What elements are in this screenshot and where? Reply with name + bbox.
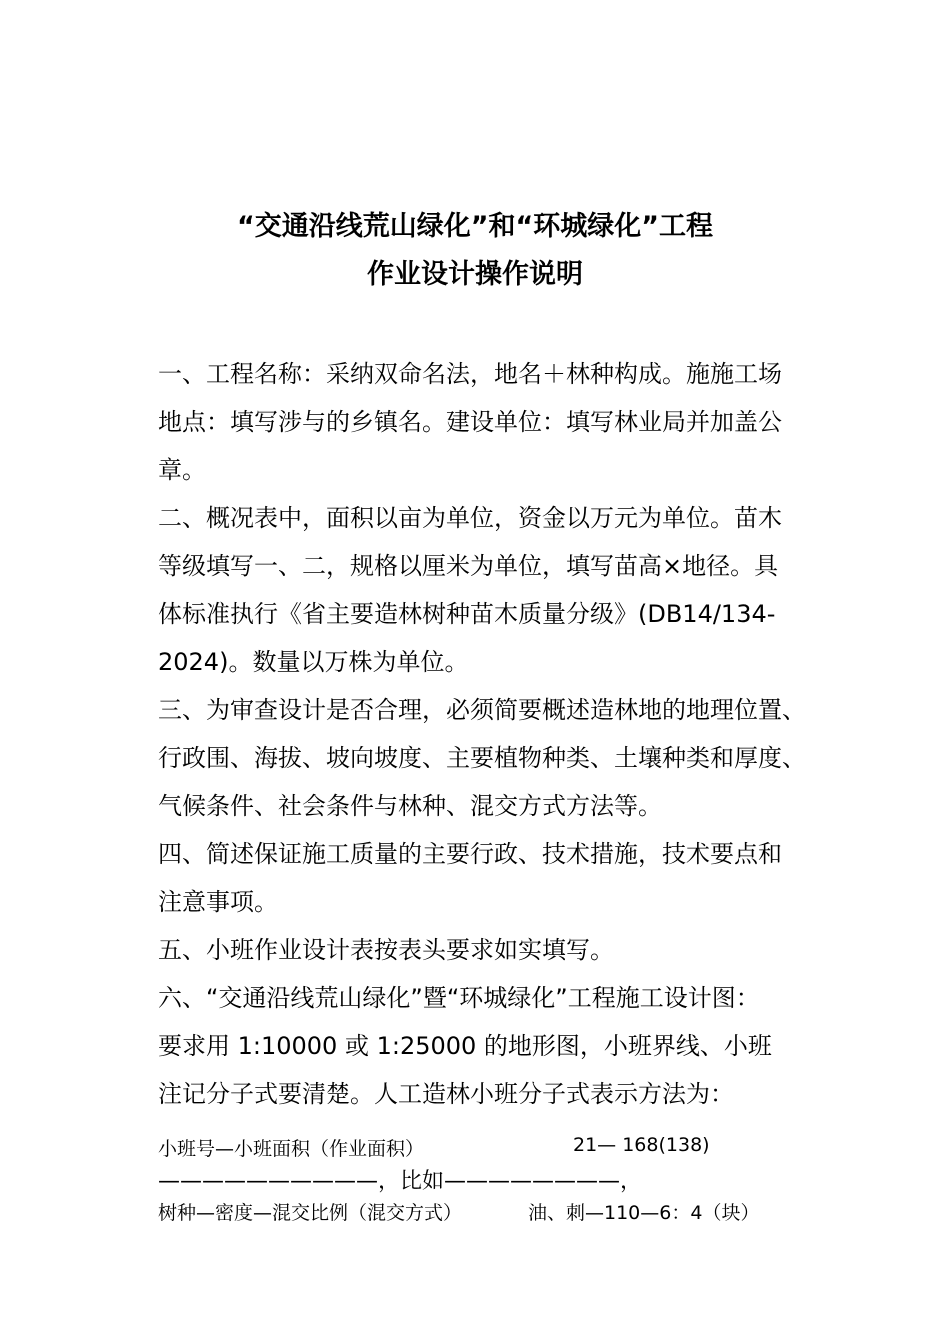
paragraph-line: 地点：填写涉与的乡镇名。建设单位：填写林业局并加盖公 (158, 408, 782, 436)
formula-numerator-row (158, 1134, 878, 1161)
paragraph-4 (158, 830, 858, 926)
paragraph-line: 行政围、海拔、坡向坡度、主要植物种类、土壤种类和厚度、 (158, 744, 806, 772)
paragraph-2 (158, 494, 858, 686)
paragraph-line: 体标准执行《省主要造林树种苗木质量分级》(DB14/134- (158, 600, 776, 628)
paragraph-line: 三、为审查设计是否合理，必须简要概述造林地的地理位置、 (158, 696, 806, 724)
paragraph-line: 六、“交通沿线荒山绿化”暨“环城绿化”工程施工设计图： (158, 984, 760, 1012)
paragraph-1 (158, 350, 858, 494)
formula-denominator-example: 油、刺—110—6：4（块） (528, 1202, 760, 1224)
document-title-line1: “交通沿线荒山绿化”和“环城绿化”工程 (237, 211, 713, 242)
paragraph-6 (158, 974, 858, 1118)
paragraph-line: 2024)。数量以万株为单位。 (158, 648, 469, 676)
paragraph-3 (158, 686, 858, 830)
paragraph-line: 注意事项。 (158, 888, 278, 916)
paragraph-line: 章。 (158, 456, 206, 484)
paragraph-line: 等级填写一、二，规格以厘米为单位，填写苗高×地径。具 (158, 552, 779, 580)
paragraph-5 (158, 926, 858, 974)
formula-denominator-row (158, 1198, 878, 1225)
paragraph-line: 要求用 1:10000 或 1:25000 的地形图，小班界线、小班 (158, 1032, 772, 1060)
formula-numerator-label: 小班号—小班面积（作业面积） (158, 1138, 425, 1160)
paragraph-line: 二、概况表中，面积以亩为单位，资金以万元为单位。苗木 (158, 504, 782, 532)
formula-fraction-line: ——————————，比如————————， (158, 1169, 643, 1194)
document-body (158, 350, 858, 1118)
document-title-line2: 作业设计操作说明 (367, 259, 583, 290)
formula-numerator-example: 21— 168(138) (573, 1134, 710, 1156)
paragraph-line: 一、工程名称：采纳双命名法，地名＋林种构成。施施工场 (158, 360, 782, 388)
paragraph-line: 气候条件、社会条件与林种、混交方式方法等。 (158, 792, 662, 820)
formula-denominator-label: 树种—密度—混交比例（混交方式） (158, 1202, 463, 1224)
paragraph-line: 注记分子式要清楚。人工造林小班分子式表示方法为： (158, 1080, 734, 1108)
paragraph-line: 四、简述保证施工质量的主要行政、技术措施，技术要点和 (158, 840, 782, 868)
paragraph-line: 五、小班作业设计表按表头要求如实填写。 (158, 936, 614, 964)
